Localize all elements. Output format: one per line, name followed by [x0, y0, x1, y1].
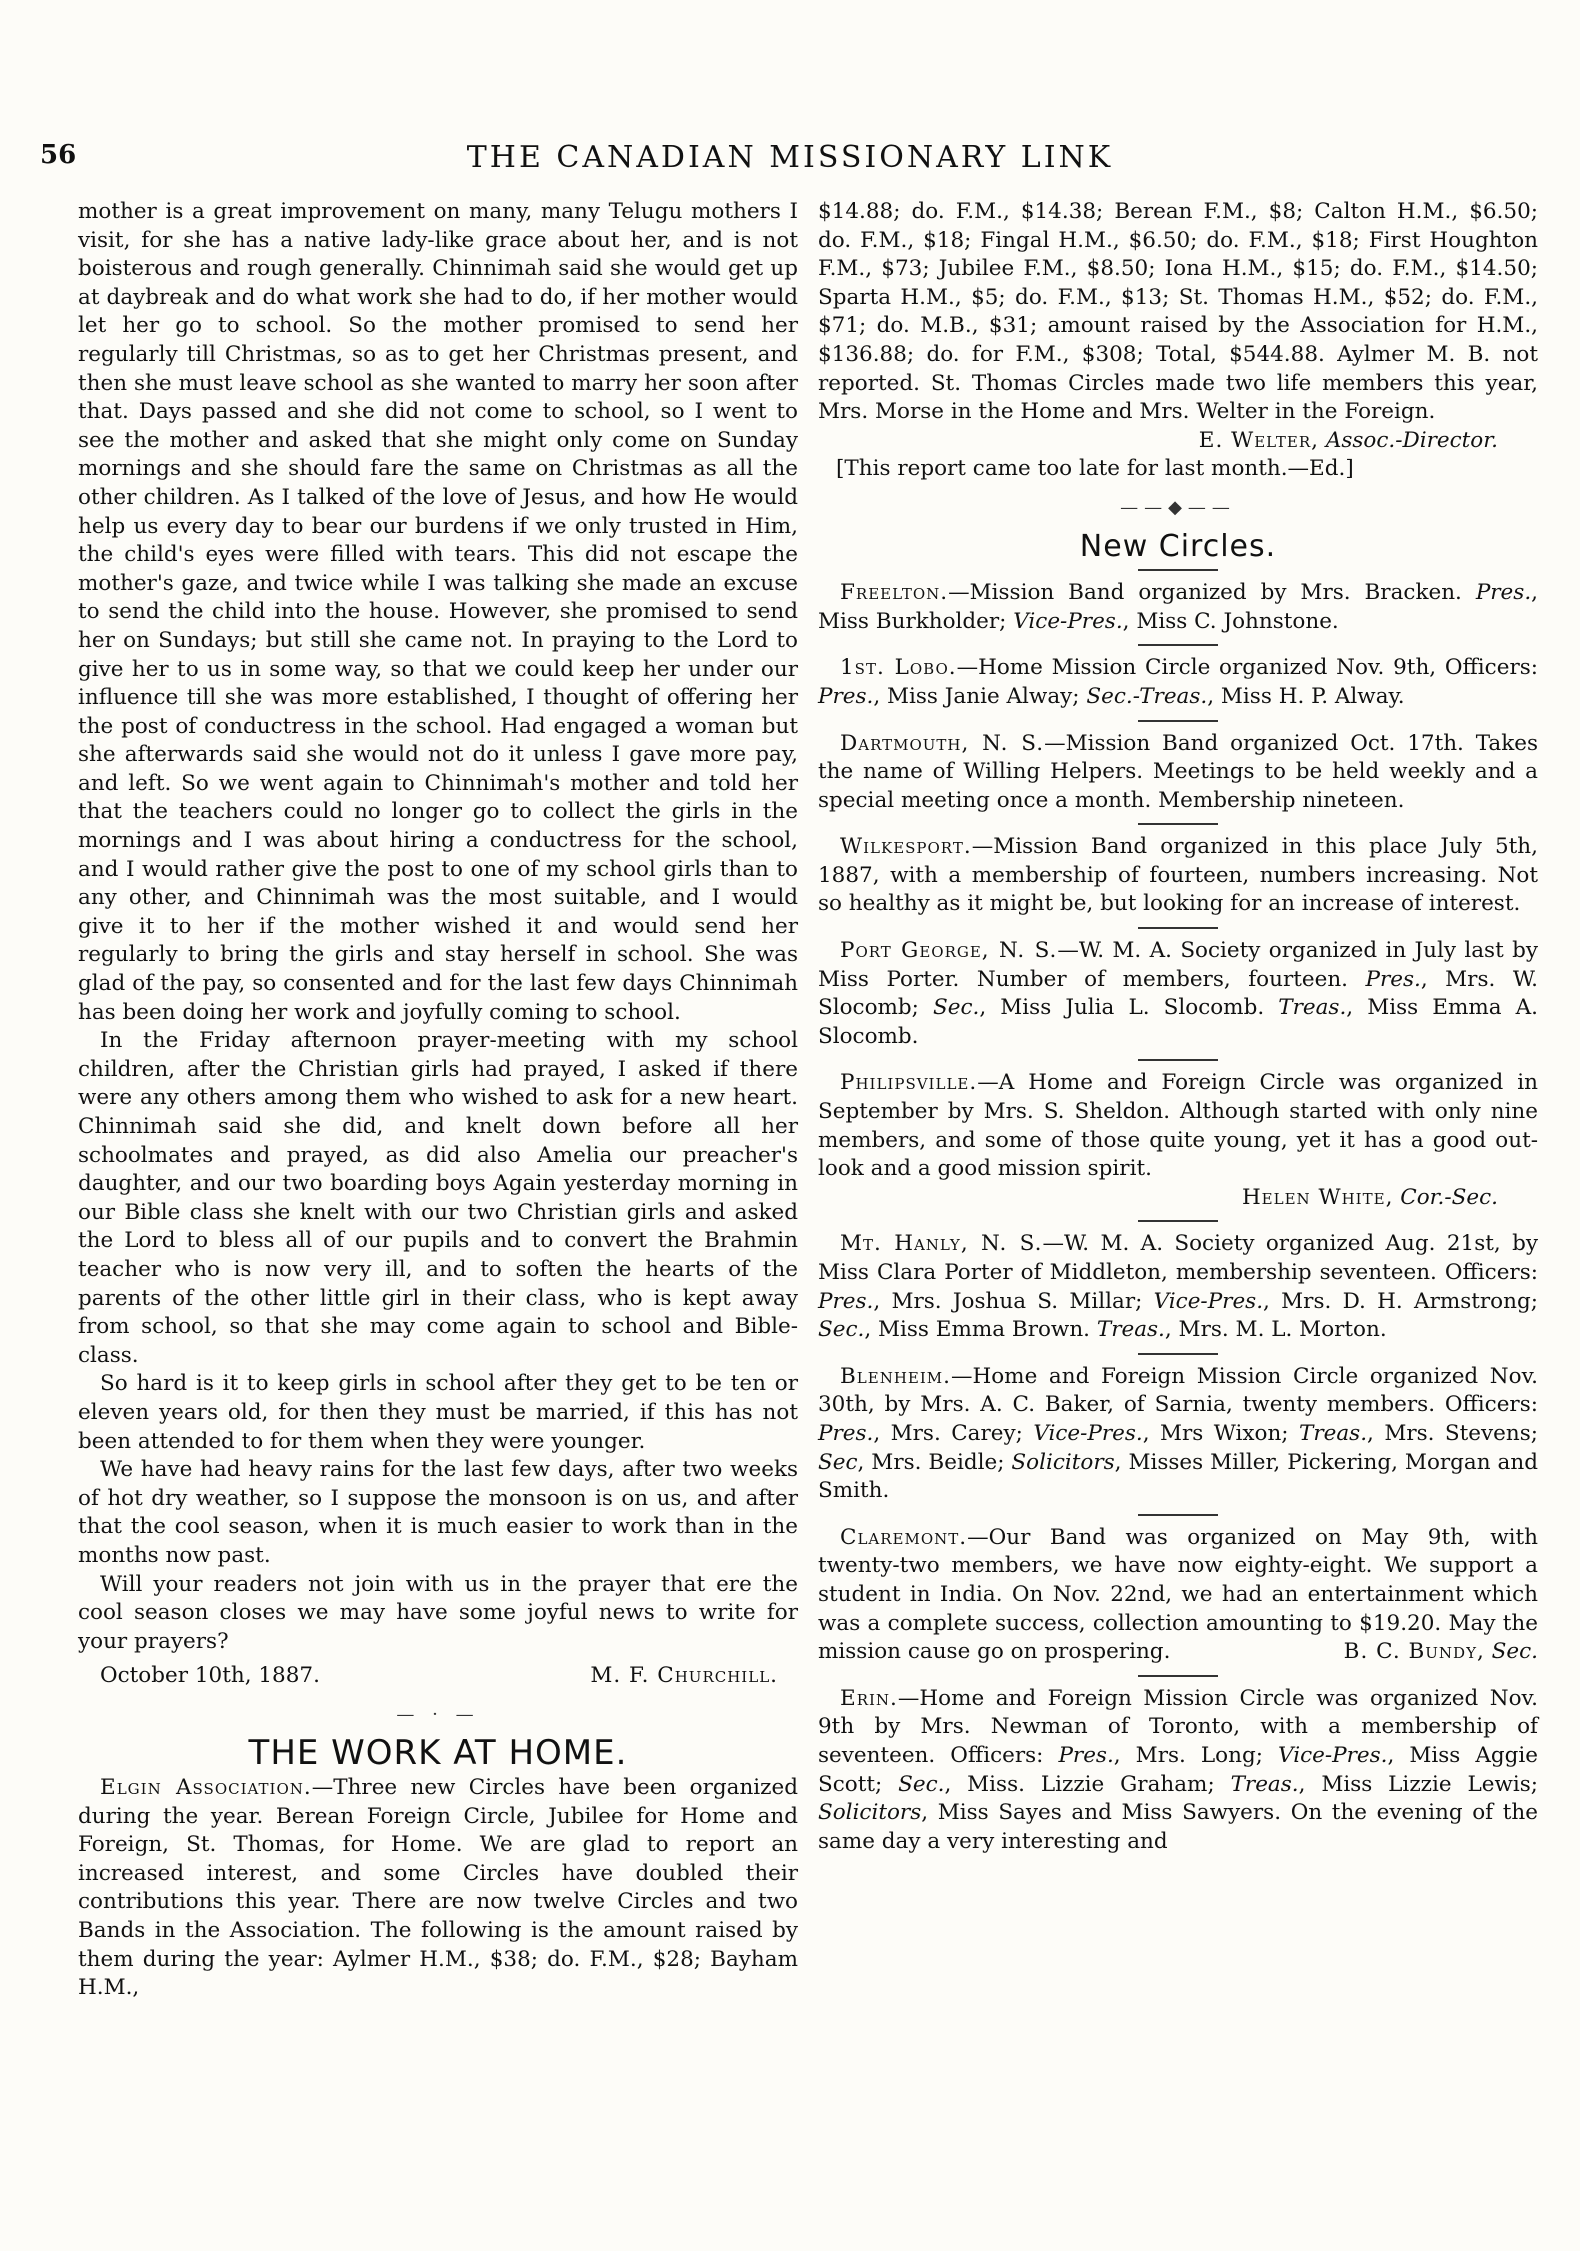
text-run: —Mission Band organized in this place July 5th, 1887, with a membership of fourteen, numbers increasing. Not so healthy as it might be, but looking for an increase of interest.: [818, 834, 1538, 917]
text-run: —Home and Foreign Mission Circle was organized Nov. 9th by Mrs. Newman of Toronto, with a membership of seventeen. Officers:: [818, 1685, 1538, 1768]
text-run: —W. M. A. Society organized in July last by Miss Porter. Number of members, fourteen.: [818, 938, 1538, 992]
letter-paragraph-5: Will your readers not join with us in the prayer that ere the cool season closes we may have some joyful news to write for your prayers?: [78, 1571, 798, 1654]
text-run: Erin.: [840, 1685, 898, 1711]
editor-note: [This report came too late for last month.—Ed.]: [836, 456, 1354, 482]
text-run: Sec.: [898, 1771, 945, 1797]
claremont-entry: [818, 1524, 1538, 1667]
letter-paragraph-4: We have had heavy rains for the last few days, after two weeks of hot dry weather, so I suppose the monsoon is on us, and after that the cool season, when it is much easier to work than in the months now past.: [78, 1457, 798, 1568]
text-run: , Miss Emma A. Slocomb.: [818, 995, 1538, 1049]
text-run: Vice-Pres.: [1033, 1420, 1143, 1446]
text-run: Pres.: [1365, 966, 1421, 992]
text-run: , Miss. Lizzie Graham;: [944, 1771, 1231, 1797]
philipsville-entry: [818, 1069, 1538, 1183]
freelton-entry: [818, 579, 1538, 636]
text-run: —Our Band was organized on May 9th, with twenty-two members, we have now eighty-eight. We support a student in India. On Nov. 22nd, we had an entertainment which was a complete success, collection amounting to $19.20. May the mission cause go on prospering.: [818, 1524, 1538, 1665]
page-header: [40, 140, 1540, 180]
letter-paragraph-1: mother is a great improvement on many, many Telugu mothers I visit, for she has a native lady-like grace about her, and is not boisterous and rough generally. Chinnimah said she would get up at daybreak and do what work she had to do, if her mother would let her go to school. So the mother promised to send her regularly till Christmas, so as to get her Christmas present, and then she must leave school as she wanted to marry her soon after that. Days passed and she did not come to school, so I went to see the mother and asked that she might only come on Sunday mornings and she should fare the same on Christmas as all the other children. As I talked of the love of Jesus, and how He would help us every day to bear our burdens if we only trusted in Him, the child's eyes were filled with tears. This did not escape the mother's gaze, and twice while I was talking she made an excuse to send the child into the house. However, she promised to send her on Sundays; but still she came not. In praying to the Lord to give her to us in some way, so that we could keep her under our influence till she was more established, I thought of offering her the post of conductress in the school. Had engaged a woman but she afterwards said she would not do it unless I gave more pay, and left. So we went again to Chinnimah's mother and told her that the teachers could no longer go to collect the girls in the mornings and I was about hiring a conductress for the school, and I would rather give the post to one of my school girls than to any other, and Chinnimah was the most suitable, and I would give it to her if the mother wished it and would send her regularly to bring the girls and stay herself in school. She was glad of the pay, so consented and for the last few days Chinnimah has been doing her work and joyfully coming to school.: [78, 199, 798, 1025]
short-rule: [1138, 569, 1218, 571]
text-run: , Miss Burkholder;: [818, 580, 1538, 634]
text-run: Blenheim.: [840, 1363, 951, 1389]
white-signature: [818, 1184, 1538, 1213]
text-run: Claremont.: [840, 1524, 968, 1550]
short-rule: [1138, 1059, 1218, 1061]
text-run: Pres.: [1058, 1742, 1114, 1768]
text-run: Treas.: [1096, 1317, 1165, 1343]
text-run: , Mrs Wixon;: [1142, 1420, 1299, 1446]
short-rule: [1138, 1514, 1218, 1516]
text-run: Sec: [818, 1449, 858, 1475]
text-run: Vice-Pres.: [1153, 1288, 1264, 1314]
letter-signoff: [78, 1656, 798, 1691]
signer-role: Assoc.-Director.: [1325, 427, 1498, 453]
text-run: —W. M. A. Society organized Aug. 21st, by Miss Clara Porter of Middleton, membership seventeen. Officers:: [818, 1231, 1538, 1285]
text-run: Solicitors: [818, 1800, 922, 1826]
mt-hanly-entry: [818, 1230, 1538, 1344]
elgin-association-continued: $14.88; do. F.M., $14.38; Berean F.M., $8; Calton H.M., $6.50; do. F.M., $18; Fingal H.M., $6.50; do. F.M., $18; First Houghton F.M., $73; Jubilee F.M., $8.50; Iona H.M., $15; do. F.M., $14.50; Sparta H.M., $5; do. F.M., $13; St. Thomas H.M., $52; do. F.M., $71; do. M.B., $31; amount raised by the Association for H.M., $136.88; do. for F.M., $308; Total, $544.88. Aylmer M. B. not reported. St. Thomas Circles made two life members this year, Mrs. Morse in the Home and Mrs. Welter in the Foreign.: [818, 199, 1538, 425]
short-rule: [1138, 1353, 1218, 1355]
text-run: Pres.: [818, 1288, 874, 1314]
text-run: Sec.: [818, 1317, 865, 1343]
erin-entry: [818, 1685, 1538, 1857]
text-run: —Home and Foreign Mission Circle organized Nov. 30th, by Mrs. A. C. Baker, of Sarnia, twenty members. Officers:: [818, 1363, 1538, 1418]
short-rule: [1138, 823, 1218, 825]
text-run: Treas.: [1299, 1420, 1368, 1446]
text-run: —Home Mission Circle organized Nov. 9th, Officers:: [956, 655, 1538, 681]
text-run: Dartmouth, N. S.: [840, 730, 1045, 756]
text-run: Pres.: [818, 683, 874, 709]
text-run: Sec.: [933, 995, 980, 1021]
text-run: , Miss Lizzie Lewis;: [1298, 1771, 1539, 1797]
letter-paragraph-3: So hard is it to keep girls in school after they get to be ten or eleven years old, for then they must be married, if this has not been attended to for them when they were younger.: [78, 1371, 798, 1454]
text-run: Vice-Pres.: [1013, 608, 1123, 634]
text-run: , Miss H. P. Alway.: [1207, 683, 1405, 709]
text-run: Sec.: [1491, 1639, 1538, 1665]
wilkesport-entry: [818, 833, 1538, 919]
right-column: [818, 198, 1538, 1856]
left-column: [78, 198, 798, 2003]
text-run: Cor.-Sec.: [1400, 1184, 1498, 1210]
text-run: , Misses Miller, Pickering, Morgan and Smith.: [818, 1449, 1538, 1504]
text-run: Helen White,: [1241, 1184, 1394, 1210]
text-run: —Mission Band organized Oct. 17th. Takes the name of Willing Helpers. Meetings to be held weekly and a special meeting once a month. Membership nineteen.: [818, 730, 1538, 813]
text-run: Mt. Hanly, N. S.: [840, 1231, 1043, 1257]
text-run: , Miss Sayes and Miss Sawyers. On the evening of the same day a very interesting and: [818, 1800, 1538, 1854]
text-run: , Mrs. Carey;: [873, 1420, 1034, 1446]
text-run: , Miss Emma Brown.: [864, 1317, 1097, 1343]
short-rule: [1138, 1220, 1218, 1222]
short-rule: [1138, 927, 1218, 929]
text-run: Wilkesport.: [840, 834, 972, 860]
dartmouth-entry: [818, 730, 1538, 816]
short-rule: [1138, 1675, 1218, 1677]
text-run: Freelton.: [840, 580, 949, 606]
lobo-entry: [818, 654, 1538, 711]
text-run: , Miss Julia L. Slocomb.: [979, 995, 1279, 1021]
text-run: , Mrs. Stevens;: [1367, 1420, 1539, 1446]
text-run: , Mrs. Long;: [1113, 1742, 1279, 1768]
text-run: , Miss C. Johnstone.: [1122, 608, 1339, 634]
text-run: , Miss Aggie Scott;: [818, 1742, 1538, 1797]
letter-paragraph-2: In the Friday afternoon prayer-meeting with my school children, after the Christian girls had prayed, I asked if there were any others among them who wished to ask for a new heart. Chinnimah said she did, and knelt down before all her schoolmates and prayed, as did also Amelia our preacher's daughter, and our two boarding boys Again yesterday morning in our Bible class she knelt with our two Christian girls and asked the Lord to bless all of our pupils and to convert the Brahmin teacher who is now very ill, and to soften the hearts of the parents of the other little girl in their class, who is kept away from school, so that she may come again to school and Bible-class.: [78, 1028, 798, 1368]
letter-date: October 10th, 1887.: [100, 1663, 320, 1689]
short-rule: [1138, 720, 1218, 722]
running-head: THE CANADIAN MISSIONARY LINK: [466, 140, 1114, 175]
signer-name: E. Welter,: [1198, 427, 1319, 453]
short-rule: [1138, 644, 1218, 646]
entry-text: —Three new Circles have been organized during the year. Berean Foreign Circle, Jubilee for Home and Foreign, St. Thomas, for Home. We are glad to report an increased interest, and some Circles have doubled their contributions this year. There are now twelve Circles and two Bands in the Association. The following is the amount raised by them during the year: Aylmer H.M., $38; do. F.M., $28; Bayham H.M.,: [78, 1775, 798, 2001]
text-run: , Mrs. W. Slocomb;: [818, 966, 1539, 1021]
welter-signature: [818, 427, 1538, 456]
text-run: , Mrs. Beidle;: [857, 1449, 1012, 1475]
section-title-work-at-home: THE WORK AT HOME.: [248, 1733, 628, 1774]
text-run: Treas.: [1230, 1771, 1299, 1797]
text-run: , Mrs. D. H. Armstrong;: [1263, 1288, 1538, 1314]
text-run: Treas.: [1278, 995, 1347, 1021]
text-run: 1st. Lobo.: [840, 655, 957, 681]
blenheim-entry: [818, 1363, 1538, 1506]
text-run: B. C. Bundy,: [1343, 1639, 1485, 1665]
section-title-new-circles: New Circles.: [1079, 528, 1277, 564]
text-run: Vice-Pres.: [1278, 1742, 1388, 1768]
page-number: 56: [40, 140, 77, 170]
text-run: , Mrs. Joshua S. Millar;: [873, 1288, 1154, 1314]
text-run: —A Home and Foreign Circle was organized in September by Mrs. S. Sheldon. Although started with only nine members, and some of those quite young, yet it has a good out-look and a good mission spirit.: [818, 1070, 1538, 1182]
text-run: , Miss Janie Alway;: [873, 683, 1087, 709]
port-george-entry: [818, 937, 1538, 1051]
text-run: Pres.: [1475, 580, 1532, 606]
entry-heading: Elgin Association.: [100, 1775, 312, 1801]
text-run: —Mission Band organized by Mrs. Bracken.: [948, 580, 1476, 606]
ornament-divider: ——◆——: [1120, 496, 1236, 518]
text-run: Solicitors: [1011, 1449, 1115, 1475]
text-run: , Mrs. M. L. Morton.: [1164, 1317, 1387, 1343]
text-run: Port George, N. S.: [840, 938, 1058, 964]
letter-signature: M. F. Churchill.: [590, 1663, 778, 1689]
text-run: Pres.: [818, 1420, 874, 1446]
text-run: Sec.-Treas.: [1086, 683, 1208, 709]
elgin-association-entry: [78, 1774, 798, 2003]
text-run: Philipsville.: [840, 1070, 978, 1096]
ornament-divider: — · —: [396, 1703, 480, 1725]
